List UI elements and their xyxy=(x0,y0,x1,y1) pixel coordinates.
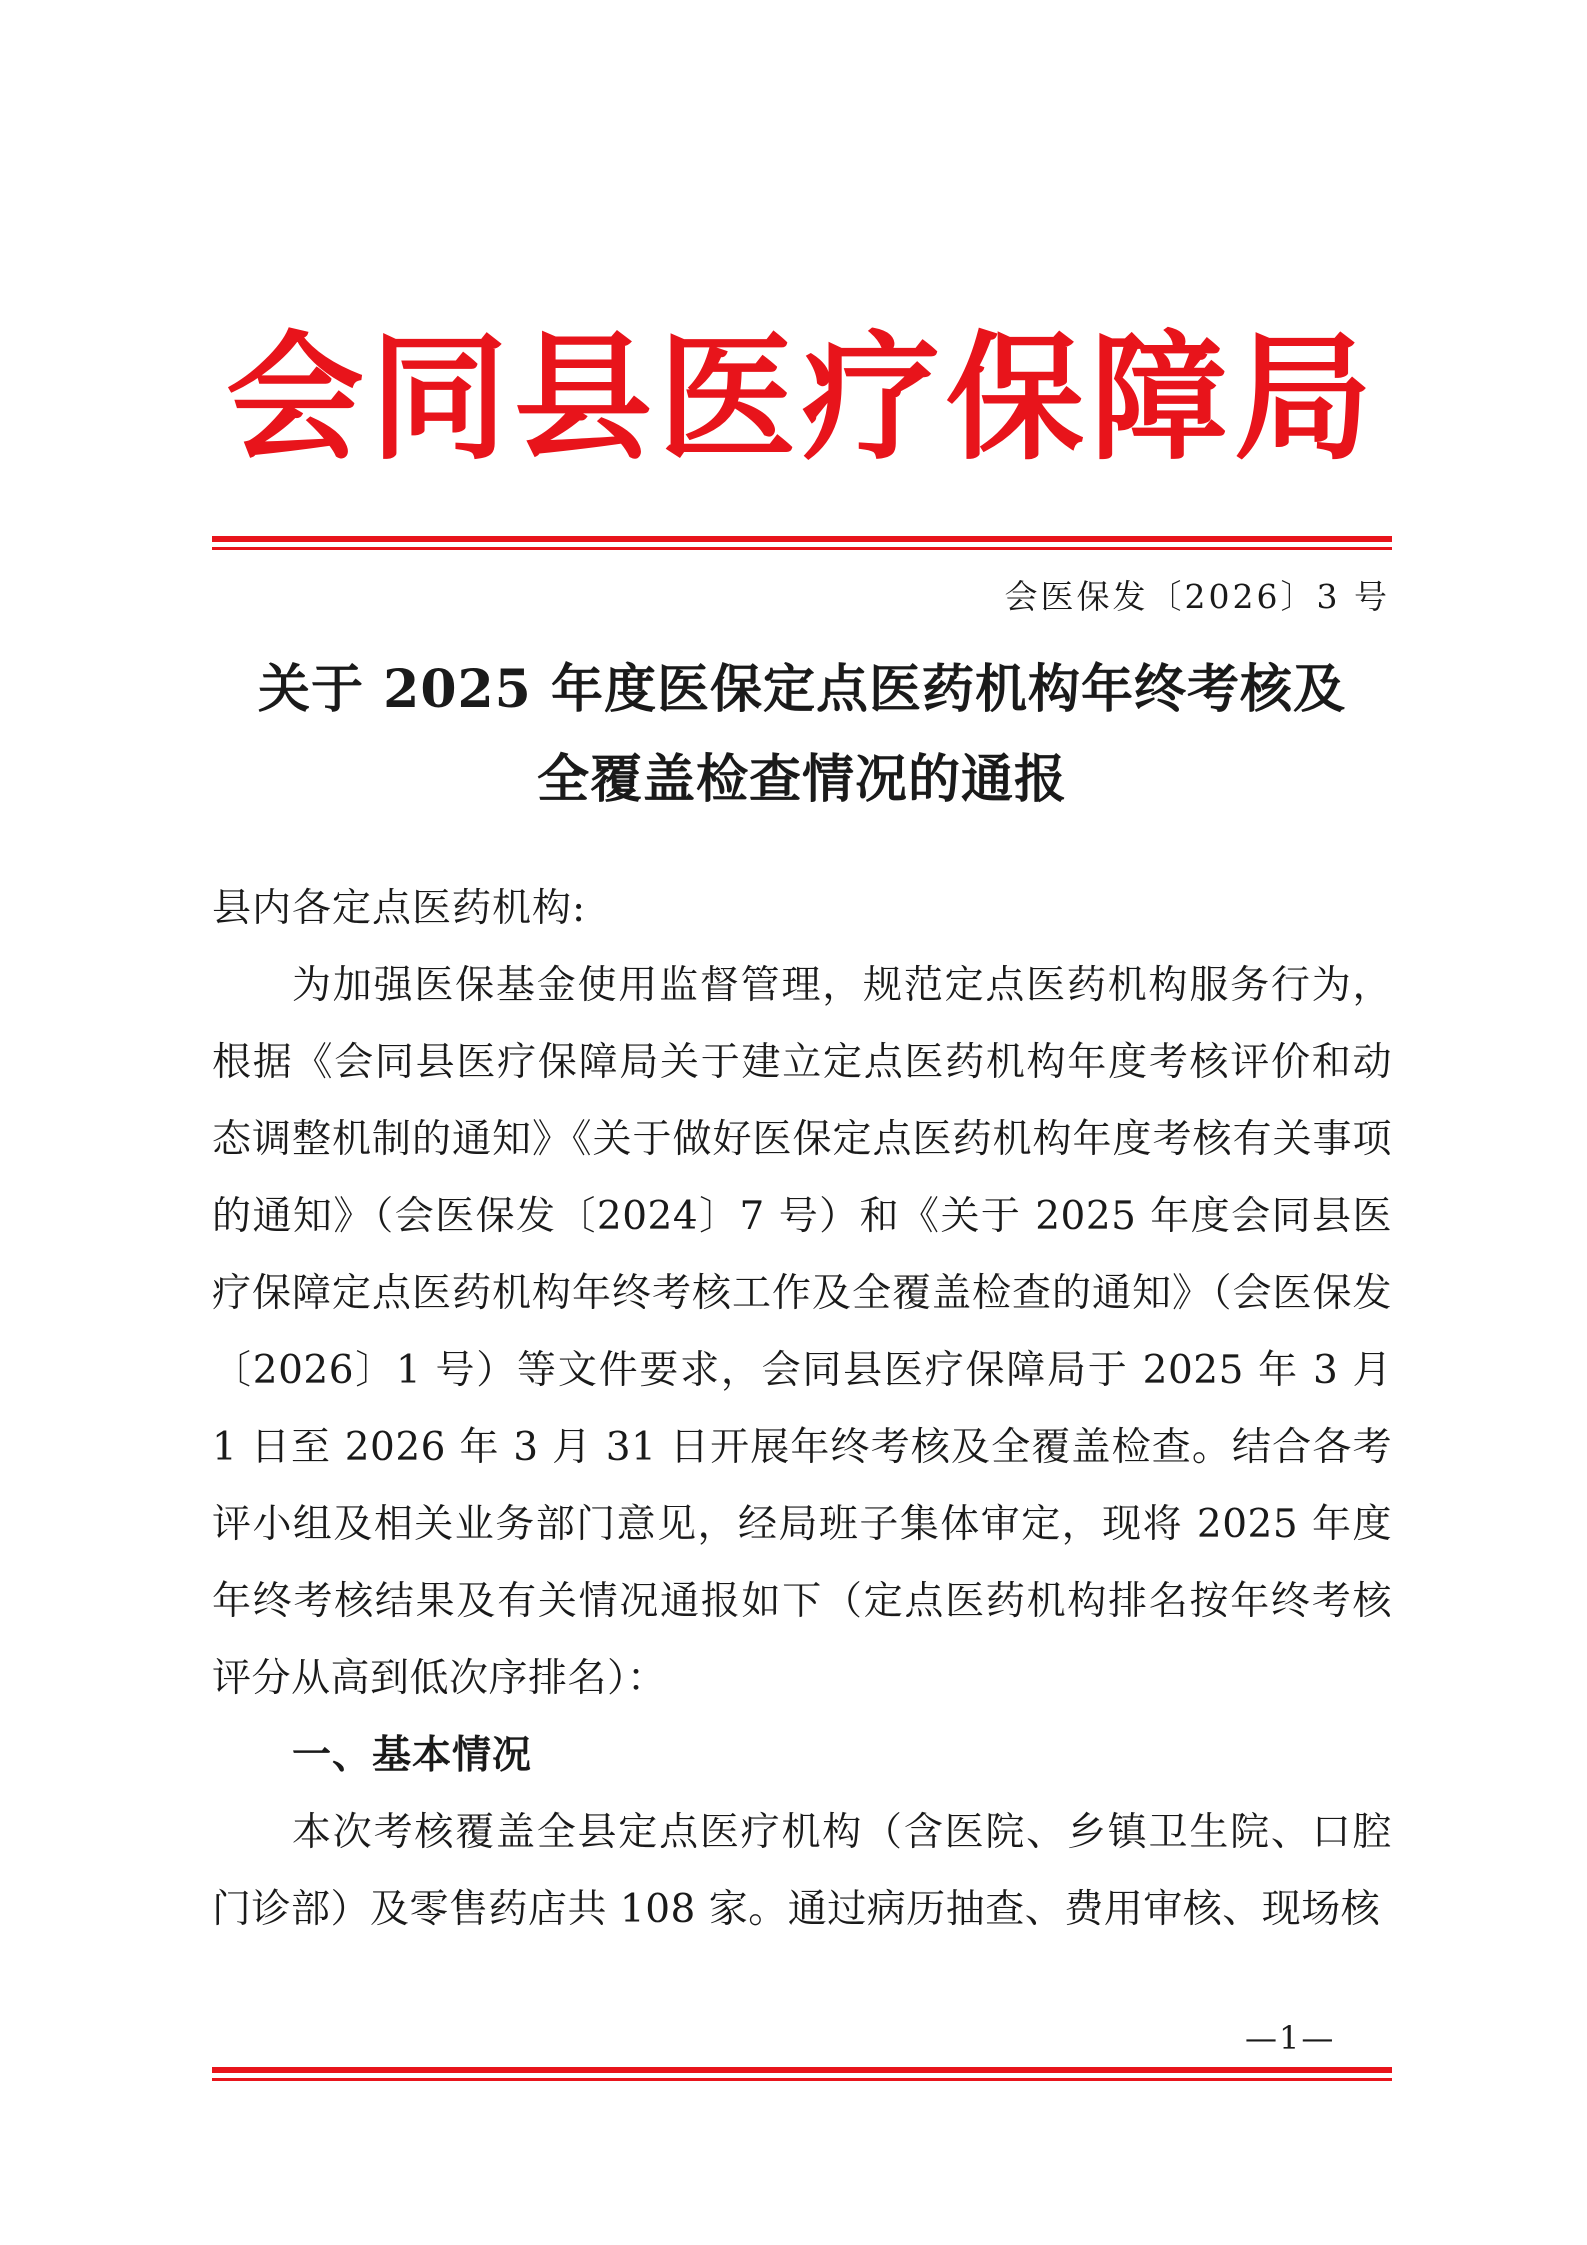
document-title-line-1: 关于 2025 年度医保定点医药机构年终考核及 xyxy=(258,659,1346,720)
header-divider xyxy=(212,536,1392,550)
paragraph-intro: 为加强医保基金使用监督管理，规范定点医药机构服务行为，根据《会同县医疗保障局关于建立定点医药机构年度考核评价和动态调整机制的通知》《关于做好医保定点医药机构年度考核有关事项的通知》（会医保发〔2024〕7 号）和《关于 2025 年度会同县医疗保障定点医药机构年终考核工作及全覆盖检查的通知》（会医保发〔2026〕1 号）等文件要求，会同县医疗保障局于 2025 年 3 月 1 日至 2026 年 3 月 31 日开展年终考核及全覆盖检查。结合各考评小组及相关业务部门意见，经局班子集体审定，现将 2025 年度年终考核结果及有关情况通报如下（定点医药机构排名按年终考核评分从高到低次序排名）： xyxy=(212,963,1392,1701)
salutation: 县内各定点医药机构: xyxy=(212,886,587,931)
document-title xyxy=(212,645,1392,825)
footer-divider xyxy=(212,2067,1392,2081)
page-number: —1— xyxy=(1245,2019,1336,2057)
document-number: 会医保发〔2026〕3 号 xyxy=(1004,577,1390,616)
paragraph-basic-info: 本次考核覆盖全县定点医疗机构（含医院、乡镇卫生院、口腔门诊部）及零售药店共 108 家。通过病历抽查、费用审核、现场核 xyxy=(212,1810,1392,1932)
section-heading-basic-info: 一、基本情况 xyxy=(292,1732,533,1778)
document-body xyxy=(212,870,1392,1948)
agency-masthead: 会同县医疗保障局 xyxy=(225,316,1378,479)
document-title-line-2: 全覆盖检查情况的通报 xyxy=(536,749,1067,810)
